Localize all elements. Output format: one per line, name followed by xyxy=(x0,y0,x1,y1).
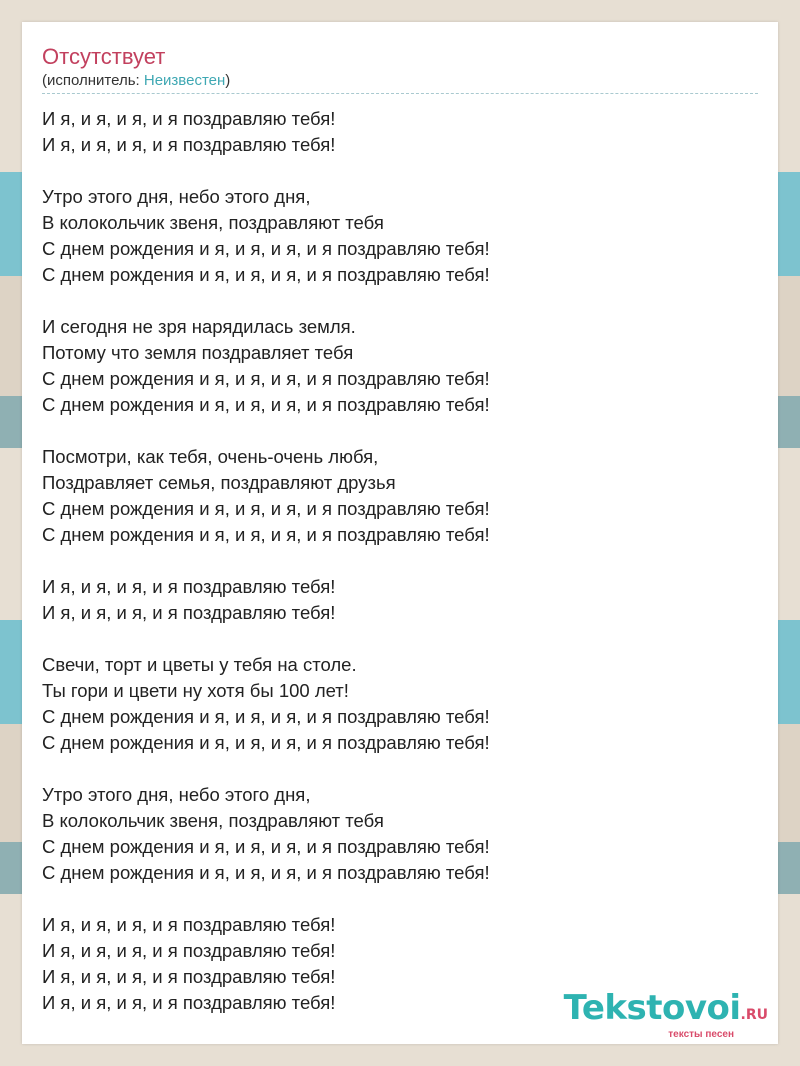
lyric-line: И я, и я, и я, и я поздравляю тебя! xyxy=(42,914,336,935)
lyric-line: И я, и я, и я, и я поздравляю тебя! xyxy=(42,576,336,597)
song-title: Отсутствует xyxy=(42,44,166,69)
lyric-line: С днем рождения и я, и я, и я, и я поздравляю тебя! xyxy=(42,524,490,545)
lyric-line: И я, и я, и я, и я поздравляю тебя! xyxy=(42,134,336,155)
lyric-line: С днем рождения и я, и я, и я, и я поздравляю тебя! xyxy=(42,706,490,727)
lyric-line: И я, и я, и я, и я поздравляю тебя! xyxy=(42,966,336,987)
artist-suffix: ) xyxy=(225,72,231,89)
lyric-line: Утро этого дня, небо этого дня, xyxy=(42,186,311,207)
stanza-break xyxy=(42,158,758,184)
lyric-line: Ты гори и цвети ну хотя бы 100 лет! xyxy=(42,680,349,701)
logo-tld: .RU xyxy=(740,1007,768,1023)
stanza-break xyxy=(42,418,758,444)
lyric-line: Поздравляет семья, поздравляют друзья xyxy=(42,472,396,493)
artist-link[interactable]: Неизвестен xyxy=(143,72,226,89)
stanza-break xyxy=(42,756,758,782)
lyric-line: Посмотри, как тебя, очень-очень любя, xyxy=(42,446,379,467)
lyric-line: В колокольчик звеня, поздравляют тебя xyxy=(42,810,384,831)
lyric-line: Потому что земля поздравляет тебя xyxy=(42,342,354,363)
logo-name: Tekstovoi xyxy=(563,988,741,1028)
lyrics-card xyxy=(22,22,778,1044)
lyric-line: С днем рождения и я, и я, и я, и я поздравляю тебя! xyxy=(42,238,490,259)
logo-wordmark xyxy=(564,990,768,1033)
stanza-break xyxy=(42,548,758,574)
artist-prefix: (исполнитель: xyxy=(42,72,144,89)
site-logo[interactable] xyxy=(564,990,768,1040)
title-divider xyxy=(42,93,758,94)
lyric-line: С днем рождения и я, и я, и я, и я поздравляю тебя! xyxy=(42,836,490,857)
lyric-line: С днем рождения и я, и я, и я, и я поздравляю тебя! xyxy=(42,394,490,415)
artist-line xyxy=(42,72,230,89)
lyric-line: И я, и я, и я, и я поздравляю тебя! xyxy=(42,992,336,1013)
lyrics-text xyxy=(42,106,758,1016)
logo-tagline: тексты песен xyxy=(668,1029,734,1040)
lyric-line: С днем рождения и я, и я, и я, и я поздравляю тебя! xyxy=(42,368,490,389)
lyric-line: И сегодня не зря нарядилась земля. xyxy=(42,316,356,337)
lyric-line: И я, и я, и я, и я поздравляю тебя! xyxy=(42,602,336,623)
lyric-line: Свечи, торт и цветы у тебя на столе. xyxy=(42,654,357,675)
lyric-line: Утро этого дня, небо этого дня, xyxy=(42,784,311,805)
lyric-line: С днем рождения и я, и я, и я, и я поздравляю тебя! xyxy=(42,862,490,883)
stanza-break xyxy=(42,886,758,912)
lyric-line: С днем рождения и я, и я, и я, и я поздравляю тебя! xyxy=(42,264,490,285)
lyric-line: И я, и я, и я, и я поздравляю тебя! xyxy=(42,108,336,129)
lyric-line: С днем рождения и я, и я, и я, и я поздравляю тебя! xyxy=(42,732,490,753)
stanza-break xyxy=(42,626,758,652)
stanza-break xyxy=(42,288,758,314)
lyric-line: И я, и я, и я, и я поздравляю тебя! xyxy=(42,940,336,961)
lyric-line: С днем рождения и я, и я, и я, и я поздравляю тебя! xyxy=(42,498,490,519)
lyric-line: В колокольчик звеня, поздравляют тебя xyxy=(42,212,384,233)
